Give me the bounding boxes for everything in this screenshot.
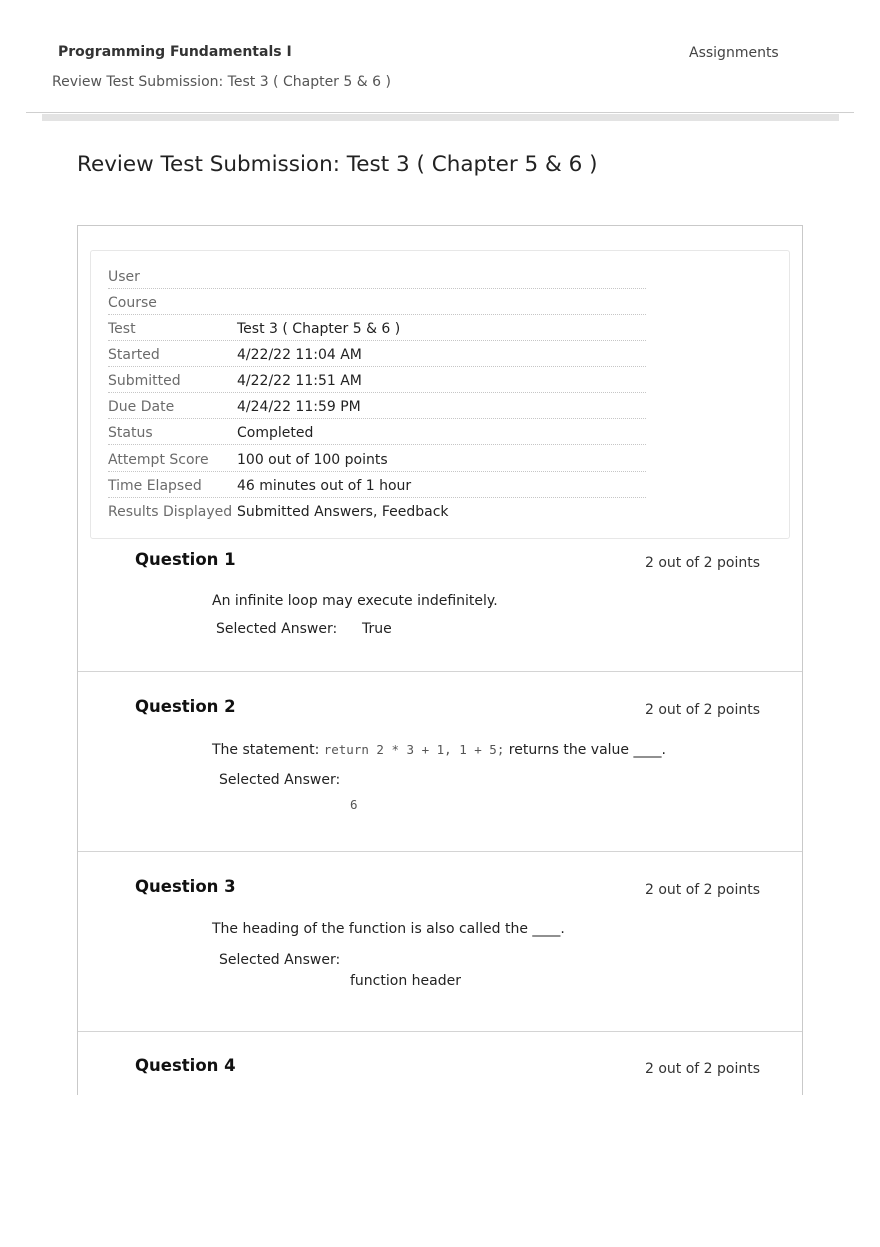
info-value: 4/22/22 11:51 AM xyxy=(237,373,362,389)
info-row-status xyxy=(108,418,646,445)
info-value: 100 out of 100 points xyxy=(237,452,388,468)
info-row-started xyxy=(108,340,646,367)
info-row-results-displayed xyxy=(108,497,646,523)
question-points: 2 out of 2 points xyxy=(645,1061,761,1077)
question-4 xyxy=(78,1054,802,1094)
info-row-due-date xyxy=(108,392,646,419)
info-value: Test 3 ( Chapter 5 & 6 ) xyxy=(237,321,401,337)
info-label: Status xyxy=(108,425,153,441)
question-divider xyxy=(78,1031,802,1032)
selected-answer-label: Selected Answer: xyxy=(216,621,338,637)
question-title: Question 4 xyxy=(135,1056,236,1075)
info-label: User xyxy=(108,269,140,285)
info-label: Course xyxy=(108,295,157,311)
question-points: 2 out of 2 points xyxy=(645,882,761,898)
info-value: 4/22/22 11:04 AM xyxy=(237,347,362,363)
question-code: return 2 * 3 + 1, 1 + 5; xyxy=(323,742,505,757)
info-row-user xyxy=(108,262,646,289)
question-2 xyxy=(78,695,802,853)
info-label: Started xyxy=(108,347,160,363)
question-title: Question 1 xyxy=(135,550,236,569)
question-text-after: returns the value ____. xyxy=(504,742,666,758)
question-3 xyxy=(78,875,802,1031)
selected-answer-value: True xyxy=(362,621,392,637)
question-title: Question 2 xyxy=(135,697,236,716)
question-points: 2 out of 2 points xyxy=(645,702,761,718)
info-label: Time Elapsed xyxy=(108,478,202,494)
submission-content xyxy=(77,225,803,1095)
info-label: Due Date xyxy=(108,399,175,415)
info-value: 46 minutes out of 1 hour xyxy=(237,478,412,494)
selected-answer-label: Selected Answer: xyxy=(219,952,341,968)
selected-answer-label: Selected Answer: xyxy=(219,772,341,788)
info-value: Completed xyxy=(237,425,314,441)
question-text xyxy=(212,742,666,758)
question-points: 2 out of 2 points xyxy=(645,555,761,571)
header-divider xyxy=(26,112,854,113)
info-row-attempt-score xyxy=(108,445,646,472)
question-text: The heading of the function is also called the ____. xyxy=(212,921,565,937)
header-shadow-bar xyxy=(42,114,839,121)
page-title: Review Test Submission: Test 3 ( Chapter 5 & 6 ) xyxy=(77,152,598,177)
info-value: 4/24/22 11:59 PM xyxy=(237,399,361,415)
course-title: Programming Fundamentals I xyxy=(58,44,292,60)
info-label: Test xyxy=(108,321,136,337)
info-row-submitted xyxy=(108,366,646,393)
info-label: Submitted xyxy=(108,373,181,389)
question-divider xyxy=(78,851,802,852)
info-row-test xyxy=(108,314,646,341)
question-1 xyxy=(78,548,802,672)
selected-answer-value: 6 xyxy=(350,797,358,812)
assignments-link[interactable]: Assignments xyxy=(689,45,779,61)
breadcrumb[interactable]: Review Test Submission: Test 3 ( Chapter 5 & 6 ) xyxy=(52,74,391,90)
question-title: Question 3 xyxy=(135,877,236,896)
submission-info-panel xyxy=(90,250,790,539)
question-text-before: The statement: xyxy=(212,742,324,758)
question-text: An infinite loop may execute indefinitely. xyxy=(212,593,498,609)
info-row-course xyxy=(108,288,646,315)
selected-answer-value: function header xyxy=(350,973,461,989)
question-divider xyxy=(78,671,802,672)
info-row-time-elapsed xyxy=(108,471,646,498)
info-label: Attempt Score xyxy=(108,452,209,468)
info-label: Results Displayed xyxy=(108,504,233,520)
info-value: Submitted Answers, Feedback xyxy=(237,504,449,520)
